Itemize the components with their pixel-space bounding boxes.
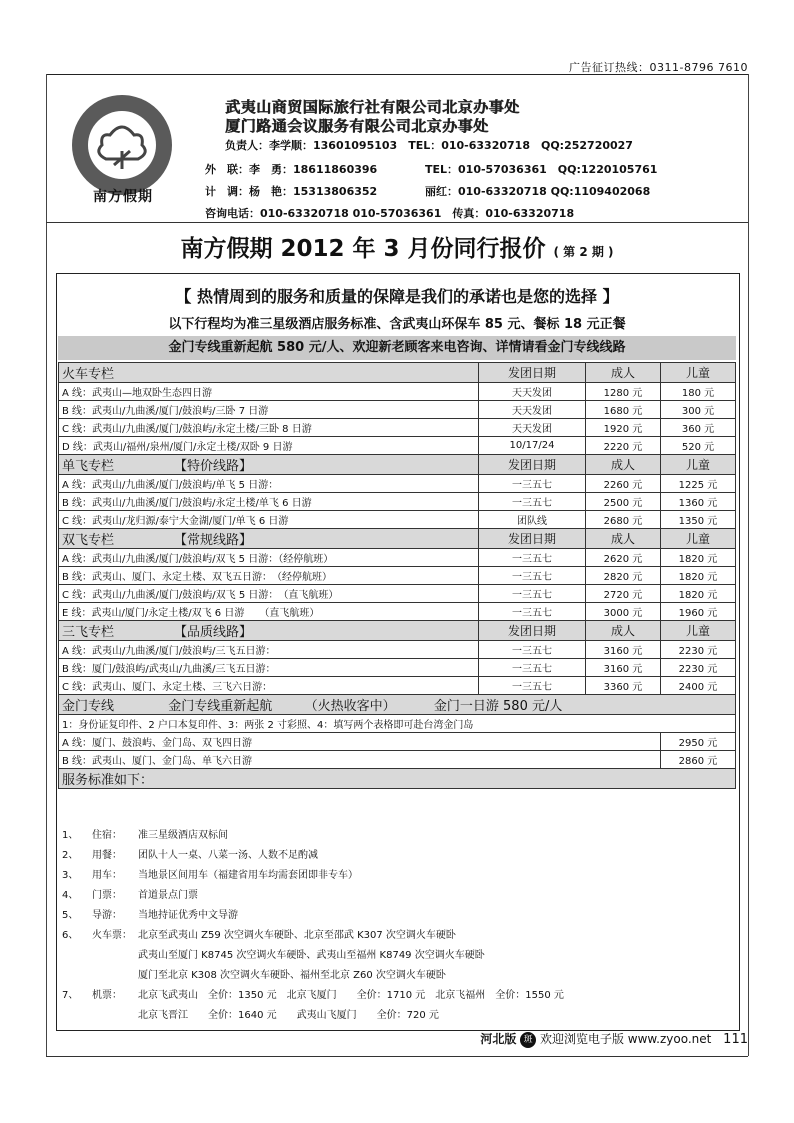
item-key: 用餐： [92,850,122,861]
adult-price: 3160 元 [586,641,661,659]
child-price: 520 元 [661,437,736,455]
kinmen-hot: （火热收客中） [304,699,396,714]
col-child: 儿童 [661,455,736,475]
route: B 线：武夷山/九曲溪/厦门/鼓浪屿/永定土楼/单飞 6 日游 [59,493,479,511]
item-value: 武夷山至厦门 K8745 次空调火车硬卧、武夷山至福州 K8749 次空调火车硬卧 [138,950,485,961]
contact-manager: 负责人：李学顺：13601095103 TEL：010-63320718 QQ:252720027 [225,139,633,152]
section-name: 金门专线 [62,699,115,714]
section-name: 单飞专栏 [62,459,115,474]
section-header-kinmen [59,695,736,715]
route: B 线：武夷山/九曲溪/厦门/鼓浪屿/三卧 7 日游 [59,401,479,419]
date: 天天发团 [479,383,586,401]
route: C 线：武夷山/九曲溪/厦门/鼓浪屿/双飞 5 日游： （直飞航班） [59,585,479,603]
table-row [59,493,736,511]
contact-sales: 外 联：李 勇：18611860396 [205,163,378,176]
adult-price: 1280 元 [586,383,661,401]
logo-caption: 南方假期 [93,189,153,205]
service-list [62,826,564,1026]
item-value: 当地景区间用车（福建省用车均需套团即非专车） [138,870,358,881]
kinmen-banner: 金门专线重新起航 580 元/人、欢迎新老顾客来电咨询、详情请看金门专线线路 [58,336,736,360]
col-adult: 成人 [586,455,661,475]
section-name: 双飞专栏 [62,533,115,548]
list-item [62,886,564,906]
item-value: 厦门至北京 K308 次空调火车硬卧、福州至北京 Z60 次空调火车硬卧 [138,970,446,981]
item-key: 用车： [92,870,122,881]
item-number: 2、 [62,850,79,861]
table-row [59,511,736,529]
table-row [59,437,736,455]
date: 一三五七 [479,659,586,677]
col-child: 儿童 [661,529,736,549]
company-name-1: 武夷山商贸国际旅行社有限公司北京办事处 [225,98,520,116]
title-main: 南方假期 2012 年 3 月份同行报价 [180,236,546,262]
child-price: 2230 元 [661,641,736,659]
edition-label: 河北版 [480,1032,517,1046]
item-value: 北京至武夷山 Z59 次空调火车硬卧、北京至邵武 K307 次空调火车硬卧 [138,930,456,941]
section-header-single [59,455,736,475]
list-item [62,986,564,1006]
child-price: 1820 元 [661,585,736,603]
item-key: 机票： [92,990,122,1001]
item-value: 当地持证优秀中文导游 [138,910,238,921]
adult-price: 3160 元 [586,659,661,677]
adult-price: 2260 元 [586,475,661,493]
motto-line: 【 热情周到的服务和质量的保障是我们的承诺也是您的选择 】 [175,287,619,306]
date: 一三五七 [479,567,586,585]
adult-price: 1680 元 [586,401,661,419]
item-key: 门票： [92,890,122,901]
table-row [59,733,736,751]
item-number: 7、 [62,990,79,1001]
child-price: 1820 元 [661,549,736,567]
adult-price: 2680 元 [586,511,661,529]
table-row [59,641,736,659]
standard-line: 以下行程均为准三星级酒店服务标准、含武夷山环保车 85 元、餐标 18 元正餐 [168,317,626,332]
col-date: 发团日期 [479,455,586,475]
adult-price: 2820 元 [586,567,661,585]
table-row [59,659,736,677]
table-row [59,677,736,695]
child-price: 360 元 [661,419,736,437]
section-title [59,621,479,641]
table-row [59,401,736,419]
table-row [59,603,736,621]
footer-rule [46,1056,748,1057]
child-price: 1360 元 [661,493,736,511]
route: A 线：武夷山/九曲溪/厦门/鼓浪屿/单飞 5 日游： [59,475,479,493]
item-key: 导游： [92,910,122,921]
brand-badge-icon: 斑 [520,1032,536,1048]
table-row [59,475,736,493]
table-row [59,751,736,769]
date: 天天发团 [479,419,586,437]
item-value: 准三星级酒店双标间 [138,830,228,841]
right-rule [748,74,749,1056]
route: A 线：武夷山—地双卧生态四日游 [59,383,479,401]
item-value: 团队十人一桌、八菜一汤、人数不足酌减 [138,850,318,861]
child-price: 1350 元 [661,511,736,529]
list-item [62,866,564,886]
section-title [59,455,479,475]
adult-price: 2500 元 [586,493,661,511]
kinmen-docs: 1：身份证复印件、2 户口本复印件、3：两张 2 寸彩照、4：填写两个表格即可赴台湾金门岛 [59,715,736,733]
date: 一三五七 [479,677,586,695]
col-date: 发团日期 [479,363,586,383]
route: B 线：厦门/鼓浪屿/武夷山/九曲溪/三飞五日游： [59,659,479,677]
section-tag: 【特价线路】 [174,459,253,474]
date: 一三五七 [479,585,586,603]
table-row [59,715,736,733]
route: D 线：武夷山/福州/泉州/厦门/永定土楼/双卧 9 日游 [59,437,479,455]
adult-price: 2720 元 [586,585,661,603]
company-name-2: 厦门路通会议服务有限公司北京办事处 [225,117,489,135]
date: 一三五七 [479,603,586,621]
route: B 线：武夷山、厦门、永定土楼、双飞五日游： （经停航班） [59,567,479,585]
route: C 线：武夷山/九曲溪/厦门/鼓浪屿/永定土楼/三卧 8 日游 [59,419,479,437]
route: C 线：武夷山/龙归源/泰宁大金湖/厦门/单飞 6 日游 [59,511,479,529]
section-tag: 【品质线路】 [174,625,253,640]
section-tag: 【常规线路】 [174,533,253,548]
item-value: 首道景点门票 [138,890,198,901]
section-title [59,529,479,549]
table-row [59,567,736,585]
top-rule [46,74,748,75]
item-number: 6、 [62,930,79,941]
contact-ops: 计 调：杨 艳：15313806352 [205,185,378,198]
child-price: 1225 元 [661,475,736,493]
list-item [62,1006,564,1026]
date: 一三五七 [479,549,586,567]
item-number: 4、 [62,890,79,901]
col-date: 发团日期 [479,529,586,549]
route: A 线：武夷山/九曲溪/厦门/鼓浪屿/双飞 5 日游：（经停航班） [59,549,479,567]
section-header-triple [59,621,736,641]
price: 2950 元 [661,733,736,751]
child-price: 2230 元 [661,659,736,677]
adult-price: 2620 元 [586,549,661,567]
child-price: 180 元 [661,383,736,401]
list-item [62,846,564,866]
item-value: 北京飞晋江 全价：1640 元 武夷山飞厦门 全价：720 元 [138,1010,439,1021]
page-number: 111 [723,1032,748,1047]
page-footer [480,1030,748,1048]
list-item [62,826,564,846]
header-rule [46,222,748,223]
list-item [62,926,564,946]
contact-consult: 咨询电话：010-63320718 010-57036361 传真：010-63320718 [205,207,575,220]
ad-hotline: 广告征订热线：0311-8796 7610 [569,61,748,74]
route: B 线：武夷山、厦门、金门岛、单飞六日游 [59,751,661,769]
col-adult: 成人 [586,363,661,383]
child-price: 300 元 [661,401,736,419]
child-price: 1960 元 [661,603,736,621]
route: E 线：武夷山/厦门/永定土楼/双飞 6 日游 （直飞航班） [59,603,479,621]
child-price: 2400 元 [661,677,736,695]
date: 天天发团 [479,401,586,419]
col-child: 儿童 [661,363,736,383]
item-number: 5、 [62,910,79,921]
item-value: 北京飞武夷山 全价：1350 元 北京飞厦门 全价：1710 元 北京飞福州 全价：1550 元 [138,990,564,1001]
item-key: 火车票： [92,930,132,941]
section-name: 三飞专栏 [62,625,115,640]
adult-price: 3000 元 [586,603,661,621]
section-title [59,695,736,715]
table-row [59,549,736,567]
footer-text: 欢迎浏览电子版 www.zyoo.net [539,1032,712,1046]
route: A 线：武夷山/九曲溪/厦门/鼓浪屿/三飞五日游： [59,641,479,659]
col-child: 儿童 [661,621,736,641]
title-issue: ( 第 2 期 ) [553,245,614,259]
list-item [62,946,564,966]
kinmen-oneday: 金门一日游 580 元/人 [433,699,563,714]
route: A 线：厦门、鼓浪屿、金门岛、双飞四日游 [59,733,661,751]
item-number: 1、 [62,830,79,841]
contact-sales-tel: TEL：010-57036361 QQ:1220105761 [425,163,658,176]
list-item [62,966,564,986]
col-adult: 成人 [586,621,661,641]
item-number: 3、 [62,870,79,881]
page-title [46,230,748,263]
table-row [59,585,736,603]
section-header-train [59,363,736,383]
section-title: 火车专栏 [59,363,479,383]
route: C 线：武夷山、厦门、永定土楼、三飞六日游： [59,677,479,695]
col-date: 发团日期 [479,621,586,641]
adult-price: 2220 元 [586,437,661,455]
price: 2860 元 [661,751,736,769]
kinmen-relaunch: 金门专线重新起航 [168,699,273,714]
item-key: 住宿： [92,830,122,841]
logo-icon [70,93,174,197]
section-header-services [59,769,736,789]
contact-ops-tel: 丽红：010-63320718 QQ:1109402068 [425,185,651,198]
section-title: 服务标准如下： [59,769,736,789]
table-row [59,383,736,401]
table-row [59,419,736,437]
price-table [58,362,736,789]
child-price: 1820 元 [661,567,736,585]
date: 团队线 [479,511,586,529]
date: 一三五七 [479,475,586,493]
section-header-double [59,529,736,549]
list-item [62,906,564,926]
col-adult: 成人 [586,529,661,549]
date: 10/17/24 [479,437,586,455]
date: 一三五七 [479,641,586,659]
adult-price: 3360 元 [586,677,661,695]
date: 一三五七 [479,493,586,511]
adult-price: 1920 元 [586,419,661,437]
